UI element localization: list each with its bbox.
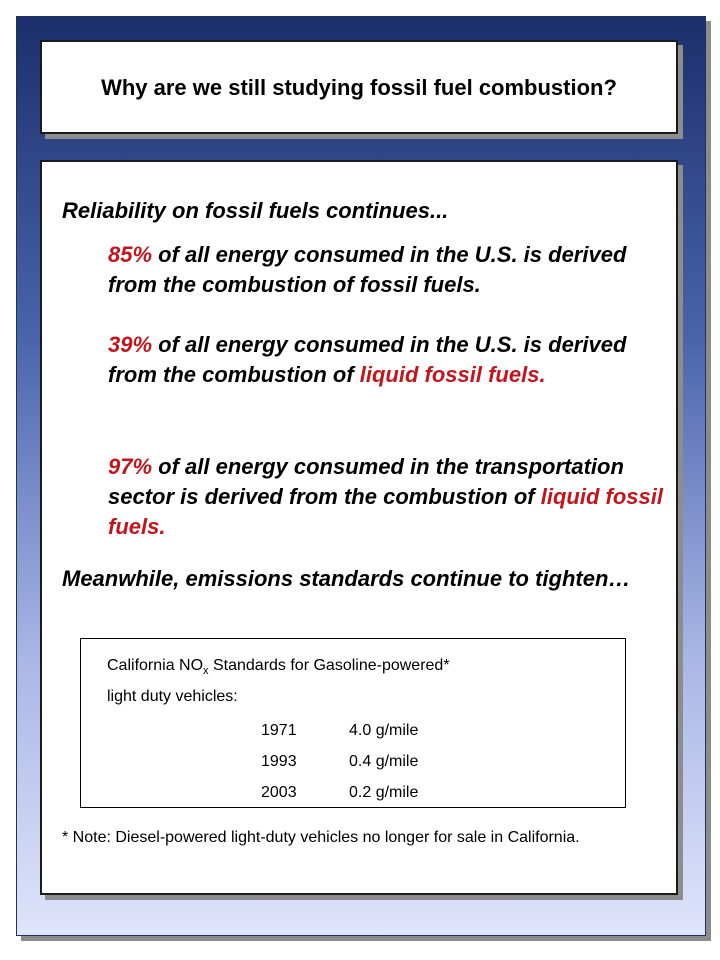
- bullet-85-text: of all energy consumed in the U.S. is derived from the combustion of fossil fuels.: [108, 242, 627, 297]
- standards-title: [107, 656, 450, 681]
- standards-title-subscript: x: [203, 665, 209, 678]
- standards-year: 1971: [261, 722, 297, 739]
- bullet-85: [108, 240, 668, 300]
- standards-title-prefix: California NO: [107, 657, 204, 674]
- title-box: [40, 40, 678, 134]
- slide-title: Why are we still studying fossil fuel combustion?: [101, 74, 617, 100]
- bullet-85-percent: 85%: [108, 242, 153, 267]
- standards-value: 0.4 g/mile: [349, 753, 419, 770]
- heading-reliability: Reliability on fossil fuels continues...: [62, 198, 449, 223]
- bullet-39-highlight: liquid fossil fuels.: [359, 362, 546, 387]
- standards-value: 0.2 g/mile: [349, 784, 419, 801]
- bullet-39-percent: 39%: [108, 332, 153, 357]
- standards-subtitle: light duty vehicles:: [107, 688, 238, 705]
- bullet-97-percent: 97%: [108, 454, 153, 479]
- bullet-39: [108, 330, 668, 390]
- heading-emissions: Meanwhile, emissions standards continue to tighten…: [62, 566, 631, 591]
- bullet-97: [108, 452, 668, 542]
- standards-title-suffix: Standards for Gasoline-powered*: [208, 657, 450, 674]
- standards-year: 2003: [261, 784, 297, 801]
- bullet-97-highlight: liquid fossil fuels.: [108, 484, 663, 539]
- bullet-39-text: of all energy consumed in the U.S. is derived from the combustion of: [108, 332, 627, 387]
- standards-value: 4.0 g/mile: [349, 722, 419, 739]
- standards-year: 1993: [261, 753, 297, 770]
- footnote: * Note: Diesel-powered light-duty vehicles no longer for sale in California.: [62, 829, 580, 846]
- content-box: [40, 160, 678, 895]
- bullet-97-text: of all energy consumed in the transportation sector is derived from the combustion of: [108, 454, 624, 509]
- standards-table: [80, 638, 626, 808]
